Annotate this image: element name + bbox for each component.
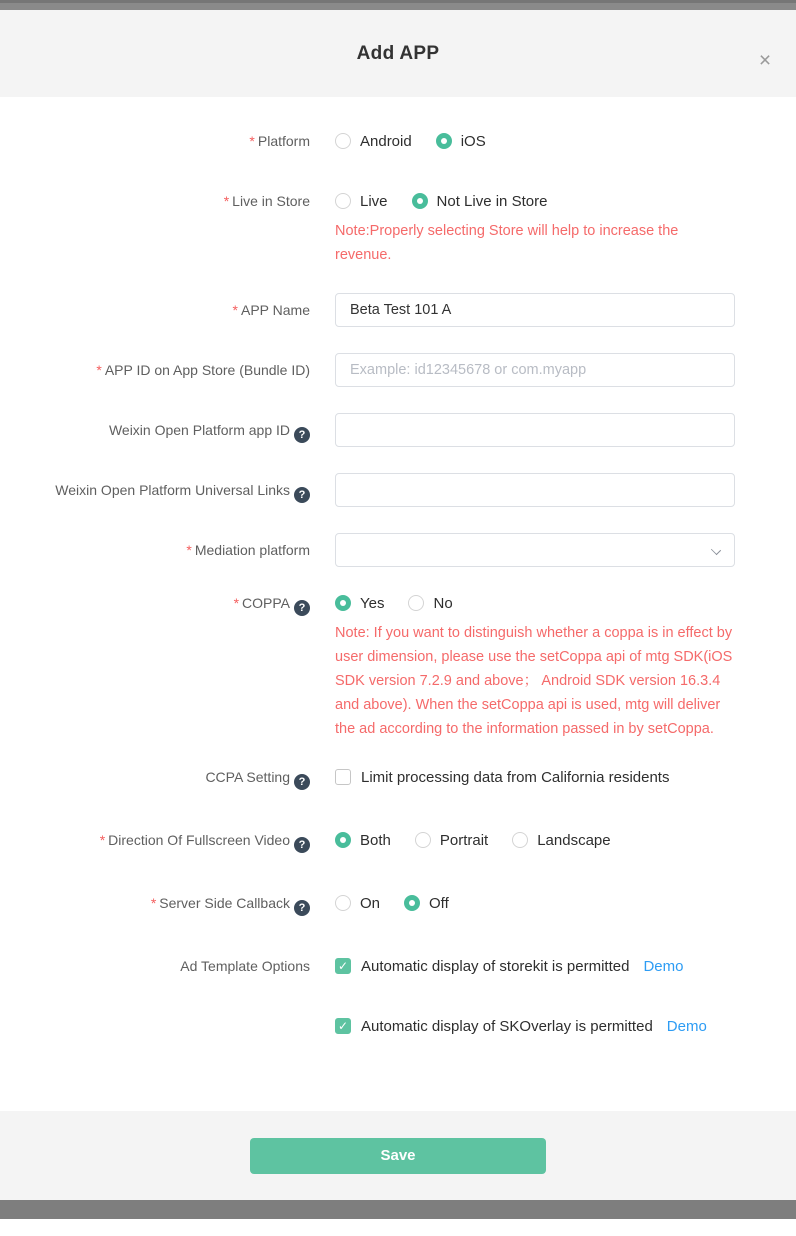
ad-template-label-spacer [0,1016,310,1036]
coppa-radio-no[interactable]: No [408,595,452,612]
modal-title: Add APP [356,42,440,64]
weixin-universal-links-input[interactable] [335,473,735,507]
add-app-modal [0,10,796,1200]
radio-icon [412,193,428,209]
save-button[interactable]: Save [250,1138,546,1174]
required-marker: * [249,133,255,149]
help-icon[interactable]: ? [294,900,310,916]
platform-label: * Platform [249,133,310,149]
form-row-app-name [0,293,796,327]
form-row-weixin-app-id [0,413,796,447]
direction-radio-group [335,830,735,850]
direction-radio-portrait[interactable]: Portrait [415,832,488,849]
required-marker: * [186,542,192,558]
platform-radio-group [335,131,735,151]
app-name-label: * APP Name [232,302,310,318]
ccpa-checkbox-label[interactable]: Limit processing data from California residents [361,768,670,786]
coppa-radio-yes[interactable]: Yes [335,595,384,612]
app-name-input[interactable] [335,293,735,327]
required-marker: * [232,302,238,318]
form-row-mediation-platform [0,533,796,567]
mediation-platform-select[interactable] [335,533,735,567]
radio-icon [335,832,351,848]
form-row-ad-template-2 [0,1016,796,1036]
form-row-live-in-store [0,191,796,267]
app-id-input[interactable] [335,353,735,387]
live-radio-live[interactable]: Live [335,193,388,210]
help-icon[interactable]: ? [294,837,310,853]
required-marker: * [99,832,106,848]
radio-icon [512,832,528,848]
mediation-platform-label: * Mediation platform [186,542,310,558]
radio-icon [436,133,452,149]
direction-label: * Direction Of Fullscreen Video ? [0,830,310,853]
skoverlay-checkbox[interactable]: ✓ [335,1018,351,1034]
form-row-ccpa [0,767,796,790]
ccpa-checkbox[interactable] [335,769,351,785]
help-icon[interactable]: ? [294,487,310,503]
radio-icon [415,832,431,848]
platform-radio-android[interactable]: Android [335,133,412,150]
live-in-store-radio-group [335,191,735,211]
live-radio-not-live[interactable]: Not Live in Store [412,193,548,210]
storekit-checkbox-label[interactable]: Automatic display of storekit is permitted [361,957,630,975]
required-marker: * [233,595,240,611]
help-icon[interactable]: ? [294,600,310,616]
weixin-app-id-label: Weixin Open Platform app ID ? [0,413,310,447]
ccpa-label: CCPA Setting ? [0,767,310,790]
form-row-weixin-universal-links [0,473,796,507]
page-background-bottom [0,1200,796,1219]
modal-footer [0,1111,796,1200]
coppa-label: * COPPA ? [0,593,310,741]
form-row-coppa [0,593,796,741]
skoverlay-demo-link[interactable]: Demo [666,1017,707,1035]
server-callback-radio-off[interactable]: Off [404,895,449,912]
direction-radio-landscape[interactable]: Landscape [512,832,610,849]
form-row-direction [0,830,796,853]
close-icon[interactable]: × [752,48,778,74]
live-in-store-label: * Live in Store [223,193,310,209]
radio-icon [335,133,351,149]
radio-icon [404,895,420,911]
app-id-label: * APP ID on App Store (Bundle ID) [96,362,310,378]
server-callback-label: * Server Side Callback ? [0,893,310,916]
required-marker: * [223,193,230,209]
skoverlay-checkbox-label[interactable]: Automatic display of SKOverlay is permitted [361,1017,653,1035]
server-callback-radio-on[interactable]: On [335,895,380,912]
weixin-universal-links-label: Weixin Open Platform Universal Links ? [0,473,310,507]
weixin-app-id-input[interactable] [335,413,735,447]
add-app-form [0,97,796,1036]
radio-icon [335,595,351,611]
required-marker: * [96,362,102,378]
form-row-platform [0,131,796,151]
page-background-top [0,0,796,10]
chevron-down-icon [711,545,721,555]
form-row-ad-template-1 [0,956,796,976]
form-row-server-callback [0,893,796,916]
platform-radio-ios[interactable]: iOS [436,133,486,150]
coppa-radio-group [335,593,735,613]
help-icon[interactable]: ? [294,427,310,443]
required-marker: * [150,895,157,911]
storekit-demo-link[interactable]: Demo [643,957,684,975]
modal-header [0,10,796,97]
coppa-note: Note: If you want to distinguish whether a coppa is in effect by user dimension, please use the setCoppa api of mtg SDK(iOS SDK version 7.2.9 and above； Android SDK version 16.3.4 and above). When the setCoppa api is used, mtg will deliver the ad according to the information passed in by setCoppa. [335,625,733,737]
ad-template-label: Ad Template Options [180,958,310,974]
radio-icon [335,193,351,209]
live-in-store-note: Note:Properly selecting Store will help to increase the revenue. [335,223,679,263]
direction-radio-both[interactable]: Both [335,832,391,849]
radio-icon [335,895,351,911]
radio-icon [408,595,424,611]
storekit-checkbox[interactable]: ✓ [335,958,351,974]
form-row-app-id [0,353,796,387]
server-callback-radio-group [335,893,735,913]
help-icon[interactable]: ? [294,774,310,790]
